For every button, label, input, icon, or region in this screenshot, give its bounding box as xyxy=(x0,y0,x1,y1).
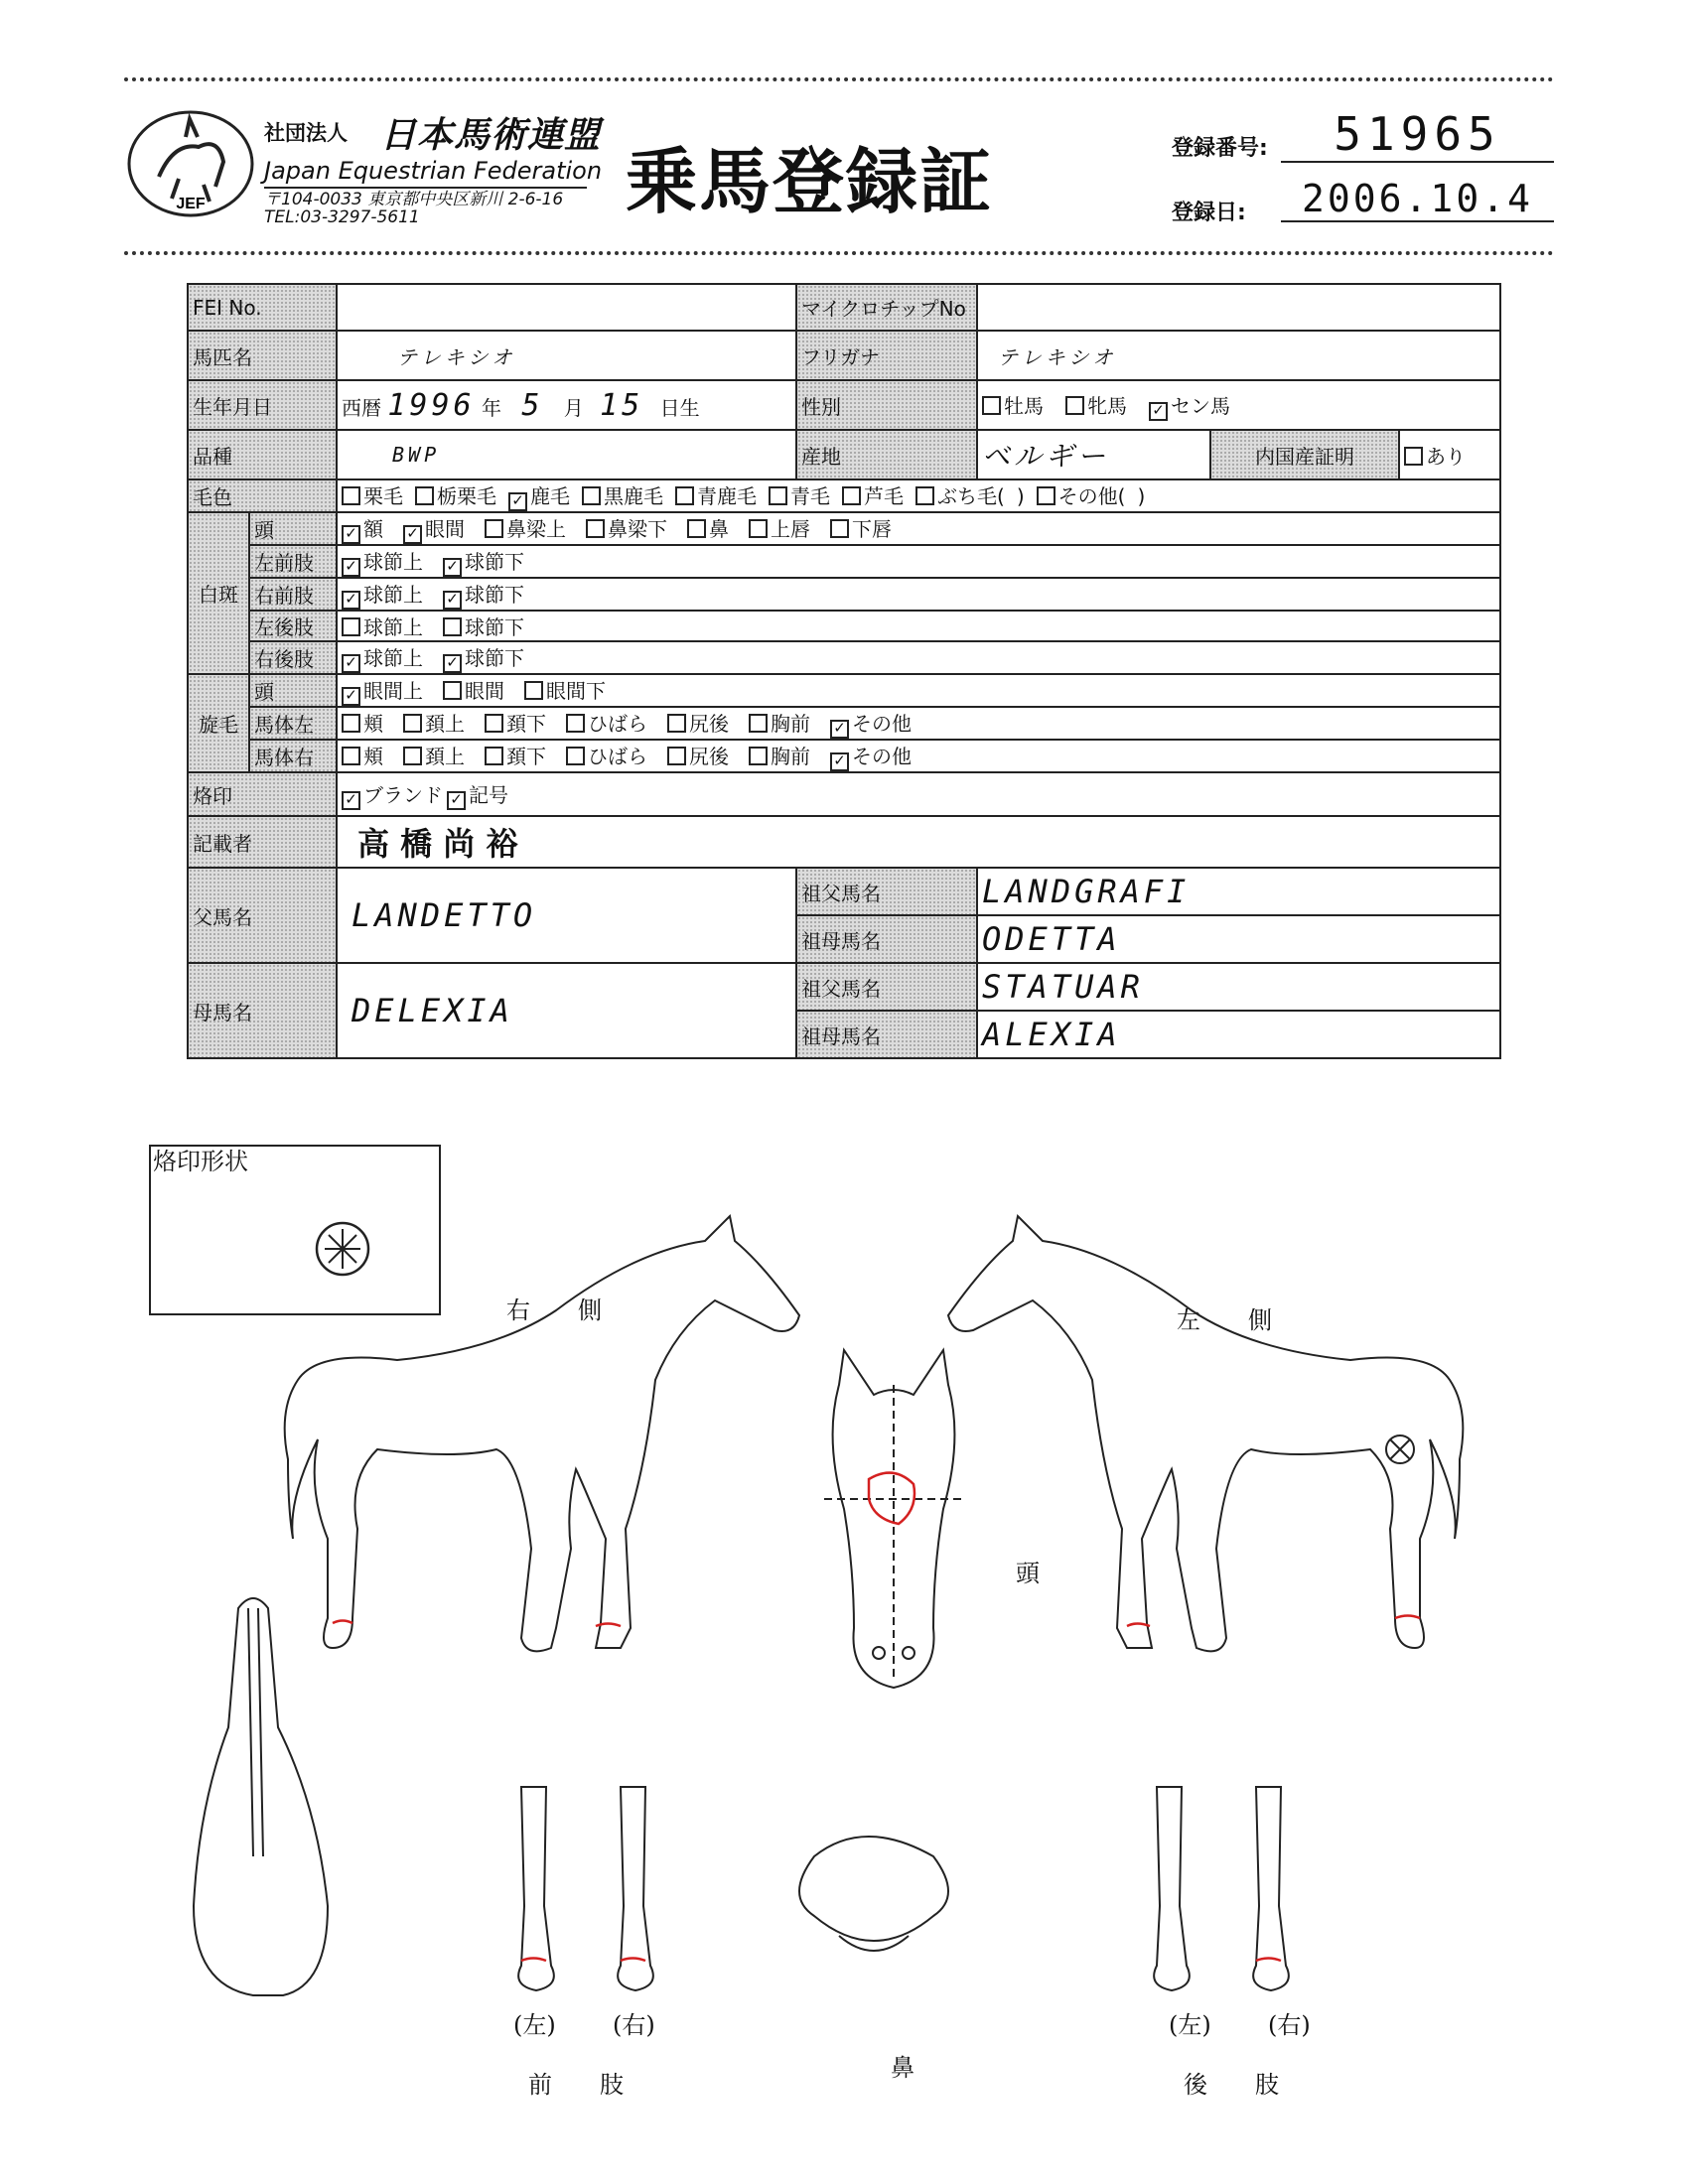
logo-text: JEF xyxy=(176,196,206,212)
option-label: 牡馬 xyxy=(1004,393,1045,418)
checkbox[interactable] xyxy=(667,714,686,733)
horse-markings-diagram xyxy=(179,1211,1509,2065)
hind-left-caption: (左) xyxy=(1169,2011,1211,2039)
white-options xyxy=(337,512,1500,545)
option-label: ひばら xyxy=(588,712,648,736)
grandsire-label: 祖父馬名 xyxy=(796,963,977,1011)
option-label: 下唇 xyxy=(852,517,893,541)
whorl-label: 旋毛 xyxy=(188,674,249,772)
option-label: 胸前 xyxy=(771,712,811,736)
dam-row-1 xyxy=(188,963,1500,1011)
option-item[interactable] xyxy=(443,579,524,610)
checkbox[interactable] xyxy=(769,486,787,505)
option-label: 胸前 xyxy=(771,745,811,768)
dam-dam-value[interactable]: ALEXIA xyxy=(977,1011,1500,1058)
option-item[interactable] xyxy=(443,642,524,673)
option-item[interactable] xyxy=(342,513,383,544)
domestic-option-label: あり xyxy=(1426,444,1467,469)
option-label: 牝馬 xyxy=(1087,393,1128,418)
option-label: その他( xyxy=(1057,484,1126,508)
checkbox[interactable] xyxy=(566,747,585,765)
brand-row xyxy=(188,772,1500,816)
white-label: 白斑 xyxy=(188,512,249,674)
option-label: 頚下 xyxy=(506,712,547,736)
checkbox[interactable] xyxy=(403,714,422,733)
whorl-row-head xyxy=(188,674,1500,707)
top-view-outline xyxy=(194,1598,328,1995)
right-side-caption: 右 側 xyxy=(506,1297,602,1324)
option-label: 上唇 xyxy=(771,517,811,541)
fei-value[interactable] xyxy=(337,284,796,331)
checked-checkbox[interactable]: ✓ xyxy=(443,654,462,673)
option-item[interactable] xyxy=(687,513,729,542)
white-row-rf xyxy=(188,578,1500,611)
option-item[interactable] xyxy=(342,779,443,810)
checkbox[interactable] xyxy=(403,747,422,765)
checked-checkbox[interactable]: ✓ xyxy=(342,525,360,544)
red-markings xyxy=(333,1473,1420,1961)
checkbox[interactable] xyxy=(1037,486,1055,505)
org-divider xyxy=(264,187,587,189)
option-label: 眼間 xyxy=(425,517,466,541)
dam-sire-value[interactable]: STATUAR xyxy=(977,963,1500,1011)
white-options xyxy=(337,578,1500,611)
option-label: 鹿毛 xyxy=(530,484,571,508)
checkbox[interactable] xyxy=(415,486,434,505)
option-item[interactable] xyxy=(842,480,904,509)
option-item[interactable] xyxy=(485,708,546,737)
dam-value[interactable]: DELEXIA xyxy=(337,963,796,1058)
horse-name-value[interactable]: テレキシオ xyxy=(337,331,796,380)
option-label: 栗毛 xyxy=(363,484,404,508)
option-label: 鼻梁下 xyxy=(608,517,668,541)
sire-row-1 xyxy=(188,868,1500,915)
option-item[interactable] xyxy=(1037,480,1126,509)
head-crosshair xyxy=(824,1385,963,1678)
fore-caption: 前 肢 xyxy=(528,2071,624,2099)
birth-year-unit: 年 xyxy=(481,395,501,420)
white-part: 右前肢 xyxy=(249,578,337,611)
option-label: 頚上 xyxy=(425,712,466,736)
option-label: ひばら xyxy=(588,745,648,768)
option-label: 鼻 xyxy=(709,517,730,541)
option-item[interactable] xyxy=(982,390,1044,419)
option-label: 眼間 xyxy=(465,679,505,703)
checked-checkbox[interactable]: ✓ xyxy=(342,791,360,810)
kana-label: フリガナ xyxy=(796,331,977,380)
option-item[interactable] xyxy=(403,708,465,737)
checkbox[interactable] xyxy=(485,519,503,538)
right-side-horse-outline xyxy=(285,1216,799,1651)
option-item[interactable] xyxy=(342,612,423,640)
option-item[interactable] xyxy=(342,741,383,769)
birth-day-unit: 日生 xyxy=(659,395,700,420)
option-item[interactable] xyxy=(443,612,524,640)
origin-value[interactable]: ベルギー xyxy=(977,430,1210,479)
reg-no-label: 登録番号: xyxy=(1172,136,1268,161)
tel-line: TEL:03-3297-5611 xyxy=(264,207,420,227)
sex-options xyxy=(977,380,1500,430)
option-item[interactable] xyxy=(342,675,423,706)
checkbox[interactable] xyxy=(443,681,462,700)
sire-dam-value[interactable]: ODETTA xyxy=(977,915,1500,963)
recorder-label: 記載者 xyxy=(188,816,337,868)
org-name-en: Japan Equestrian Federation xyxy=(264,157,603,185)
address-line: 〒104-0033 東京都中央区新川 2-6-16 xyxy=(264,190,564,209)
birth-month-unit: 月 xyxy=(563,395,584,420)
org-address xyxy=(264,191,563,226)
option-label: 額 xyxy=(363,517,384,541)
nose-outline xyxy=(799,1837,948,1941)
white-part: 左前肢 xyxy=(249,545,337,578)
birth-month: 5 xyxy=(521,387,544,423)
white-options xyxy=(337,641,1500,674)
checkbox[interactable] xyxy=(342,486,360,505)
checkbox[interactable] xyxy=(443,617,462,636)
whorl-part: 馬体右 xyxy=(249,740,337,772)
color-row xyxy=(188,479,1500,512)
option-item[interactable] xyxy=(342,480,403,509)
domestic-label: 内国産証明 xyxy=(1210,430,1399,479)
option-label: 頚下 xyxy=(506,745,547,768)
sex-label: 性別 xyxy=(796,380,977,430)
checked-checkbox[interactable]: ✓ xyxy=(830,752,849,771)
white-part: 頭 xyxy=(249,512,337,545)
option-item[interactable] xyxy=(485,513,566,542)
top-dotted-rule xyxy=(124,77,1554,81)
option-item[interactable] xyxy=(769,480,830,509)
domestic-option[interactable] xyxy=(1399,430,1500,479)
white-row-lf xyxy=(188,545,1500,578)
microchip-label: マイクロチップNo xyxy=(796,284,977,331)
checkbox[interactable] xyxy=(982,396,1001,415)
option-label: 球節下 xyxy=(465,583,525,607)
option-label: 青毛 xyxy=(790,484,831,508)
birth-era: 西暦 xyxy=(342,395,382,420)
checked-checkbox[interactable]: ✓ xyxy=(342,654,360,673)
reg-no-value: 51965 xyxy=(1281,107,1554,163)
option-item[interactable] xyxy=(447,779,508,810)
option-item[interactable] xyxy=(582,480,663,509)
option-label: 栃栗毛 xyxy=(437,484,497,508)
option-item[interactable] xyxy=(749,741,810,769)
option-label: 記号 xyxy=(469,782,509,807)
checkbox[interactable] xyxy=(675,486,694,505)
kana-value[interactable]: テレキシオ xyxy=(977,331,1500,380)
color-options xyxy=(337,479,1500,512)
checkbox[interactable] xyxy=(749,714,768,733)
checkbox[interactable] xyxy=(342,747,360,765)
checkbox[interactable] xyxy=(915,486,934,505)
origin-label: 産地 xyxy=(796,430,977,479)
checkbox[interactable] xyxy=(1404,447,1423,466)
option-label: 鼻梁上 xyxy=(506,517,567,541)
birth-row xyxy=(188,380,1500,430)
reg-date-label: 登録日: xyxy=(1172,201,1246,225)
white-part: 右後肢 xyxy=(249,641,337,674)
option-item[interactable] xyxy=(342,708,383,737)
option-label: 球節上 xyxy=(363,615,424,639)
option-label: 球節上 xyxy=(363,583,424,607)
checkbox[interactable] xyxy=(582,486,601,505)
option-item[interactable] xyxy=(443,675,504,704)
sire-value[interactable]: LANDETTO xyxy=(337,868,796,963)
option-label: ) xyxy=(1137,484,1146,508)
option-label: その他 xyxy=(852,745,913,768)
option-label: 黒鹿毛 xyxy=(604,484,664,508)
birth-label: 生年月日 xyxy=(188,380,337,430)
hind-caption: 後 肢 xyxy=(1184,2071,1279,2099)
horse-name-label: 馬匹名 xyxy=(188,331,337,380)
white-row-rh xyxy=(188,641,1500,674)
checkbox[interactable] xyxy=(342,617,360,636)
birth-value[interactable] xyxy=(337,380,796,430)
option-label: その他 xyxy=(852,712,913,736)
left-side-horse-outline xyxy=(948,1216,1463,1651)
whorl-options xyxy=(337,740,1500,772)
checkbox[interactable] xyxy=(342,714,360,733)
option-item[interactable] xyxy=(830,741,912,771)
option-item[interactable] xyxy=(749,513,810,542)
option-item[interactable] xyxy=(1149,390,1230,421)
option-label: ) xyxy=(1016,484,1025,508)
fore-right-caption: (右) xyxy=(613,2011,655,2039)
whorl-row-right xyxy=(188,740,1500,772)
birth-year: 1996 xyxy=(387,387,476,423)
whorl-row-left xyxy=(188,707,1500,740)
option-item[interactable] xyxy=(403,741,465,769)
option-item[interactable] xyxy=(667,708,729,737)
white-row-head xyxy=(188,512,1500,545)
option-item[interactable] xyxy=(586,513,667,542)
fei-label: FEI No. xyxy=(188,284,337,331)
checkbox[interactable] xyxy=(749,519,768,538)
white-options xyxy=(337,611,1500,641)
option-item[interactable] xyxy=(830,513,892,542)
checkbox[interactable] xyxy=(566,714,585,733)
reg-date-value: 2006.10.4 xyxy=(1281,177,1554,222)
checked-checkbox[interactable]: ✓ xyxy=(342,558,360,577)
option-label: 球節上 xyxy=(363,646,424,670)
option-item[interactable] xyxy=(508,480,570,511)
option-item xyxy=(1017,484,1025,508)
document-title: 乗馬登録証 xyxy=(626,140,994,223)
brand-shape-label: 烙印形状 xyxy=(153,1148,248,1175)
white-options xyxy=(337,545,1500,578)
option-item[interactable] xyxy=(415,480,496,509)
option-item[interactable] xyxy=(342,546,423,577)
checkbox[interactable] xyxy=(749,747,768,765)
head-caption: 頭 xyxy=(1016,1560,1040,1587)
option-item[interactable] xyxy=(667,741,729,769)
checked-checkbox[interactable]: ✓ xyxy=(508,492,527,511)
checked-checkbox[interactable]: ✓ xyxy=(342,591,360,610)
microchip-value[interactable] xyxy=(977,284,1500,331)
birth-day: 15 xyxy=(600,387,644,423)
org-name-jp: 日本馬術連盟 xyxy=(380,115,602,156)
option-label: 頚上 xyxy=(425,745,466,768)
option-label: ぶち毛( xyxy=(937,484,1005,508)
option-label: ブランド xyxy=(363,782,444,807)
option-label: 頬 xyxy=(363,745,384,768)
option-label: 球節下 xyxy=(465,646,525,670)
granddam-label: 祖母馬名 xyxy=(796,1011,977,1058)
whorl-part: 馬体左 xyxy=(249,707,337,740)
hind-left-leg-outline xyxy=(1154,1787,1190,1990)
granddam-label: 祖母馬名 xyxy=(796,915,977,963)
white-row-lh xyxy=(188,611,1500,641)
checkbox[interactable] xyxy=(485,714,503,733)
bottom-dotted-rule xyxy=(124,251,1554,255)
checkbox[interactable] xyxy=(485,747,503,765)
recorder-row xyxy=(188,816,1500,868)
option-item[interactable] xyxy=(566,741,647,769)
option-label: セン馬 xyxy=(1171,393,1231,418)
option-item[interactable] xyxy=(675,480,757,509)
grandsire-label: 祖父馬名 xyxy=(796,868,977,915)
registration-form xyxy=(187,283,1501,1059)
org-prefix: 社団法人 xyxy=(264,121,348,145)
option-item[interactable] xyxy=(403,513,465,544)
checked-checkbox[interactable]: ✓ xyxy=(342,687,360,706)
option-label: 頬 xyxy=(363,712,384,736)
brand-options xyxy=(337,772,1500,816)
option-item[interactable] xyxy=(915,480,1005,509)
option-item[interactable] xyxy=(524,675,606,704)
checked-checkbox[interactable]: ✓ xyxy=(1149,402,1168,421)
color-label: 毛色 xyxy=(188,479,337,512)
option-item[interactable] xyxy=(566,708,647,737)
option-item[interactable] xyxy=(749,708,810,737)
option-label: 尻後 xyxy=(689,745,730,768)
checked-checkbox[interactable]: ✓ xyxy=(830,720,849,739)
dam-label: 母馬名 xyxy=(188,963,337,1058)
checked-checkbox[interactable]: ✓ xyxy=(447,791,466,810)
hind-right-caption: (右) xyxy=(1268,2011,1311,2039)
option-label: 球節上 xyxy=(363,550,424,574)
fore-left-caption: (左) xyxy=(513,2011,556,2039)
recorder-value[interactable]: 高 橋 尚 裕 xyxy=(337,816,1500,868)
whorl-options xyxy=(337,707,1500,740)
option-label: 尻後 xyxy=(689,712,730,736)
option-item[interactable] xyxy=(1065,390,1127,419)
left-side-caption: 左 側 xyxy=(1177,1306,1272,1334)
name-row xyxy=(188,331,1500,380)
option-label: 青鹿毛 xyxy=(697,484,758,508)
option-item[interactable] xyxy=(830,708,912,739)
jef-logo xyxy=(124,107,258,221)
option-label: 芦毛 xyxy=(864,484,905,508)
option-item[interactable] xyxy=(342,579,423,610)
checked-checkbox[interactable]: ✓ xyxy=(403,525,422,544)
option-label: 眼間下 xyxy=(546,679,607,703)
checked-checkbox[interactable]: ✓ xyxy=(443,558,462,577)
whorl-options xyxy=(337,674,1500,707)
fei-row xyxy=(188,284,1500,331)
checkbox[interactable] xyxy=(667,747,686,765)
option-label: 眼間上 xyxy=(363,679,424,703)
checked-checkbox[interactable]: ✓ xyxy=(443,591,462,610)
breed-row xyxy=(188,430,1500,479)
option-item[interactable] xyxy=(342,642,423,673)
nose-caption: 鼻 xyxy=(891,2054,914,2082)
breed-label: 品種 xyxy=(188,430,337,479)
checkbox[interactable] xyxy=(1065,396,1084,415)
checkbox[interactable] xyxy=(687,519,706,538)
brand-label: 烙印 xyxy=(188,772,337,816)
checkbox[interactable] xyxy=(830,519,849,538)
white-part: 左後肢 xyxy=(249,611,337,641)
option-label: 球節下 xyxy=(465,550,525,574)
sire-sire-value[interactable]: LANDGRAFI xyxy=(977,868,1500,915)
whorl-part: 頭 xyxy=(249,674,337,707)
option-item xyxy=(1137,484,1145,508)
breed-value[interactable]: BWP xyxy=(337,430,796,479)
sire-label: 父馬名 xyxy=(188,868,337,963)
checkbox[interactable] xyxy=(586,519,605,538)
option-item[interactable] xyxy=(443,546,524,577)
checkbox[interactable] xyxy=(524,681,543,700)
checkbox[interactable] xyxy=(842,486,861,505)
option-label: 球節下 xyxy=(465,615,525,639)
option-item[interactable] xyxy=(485,741,546,769)
